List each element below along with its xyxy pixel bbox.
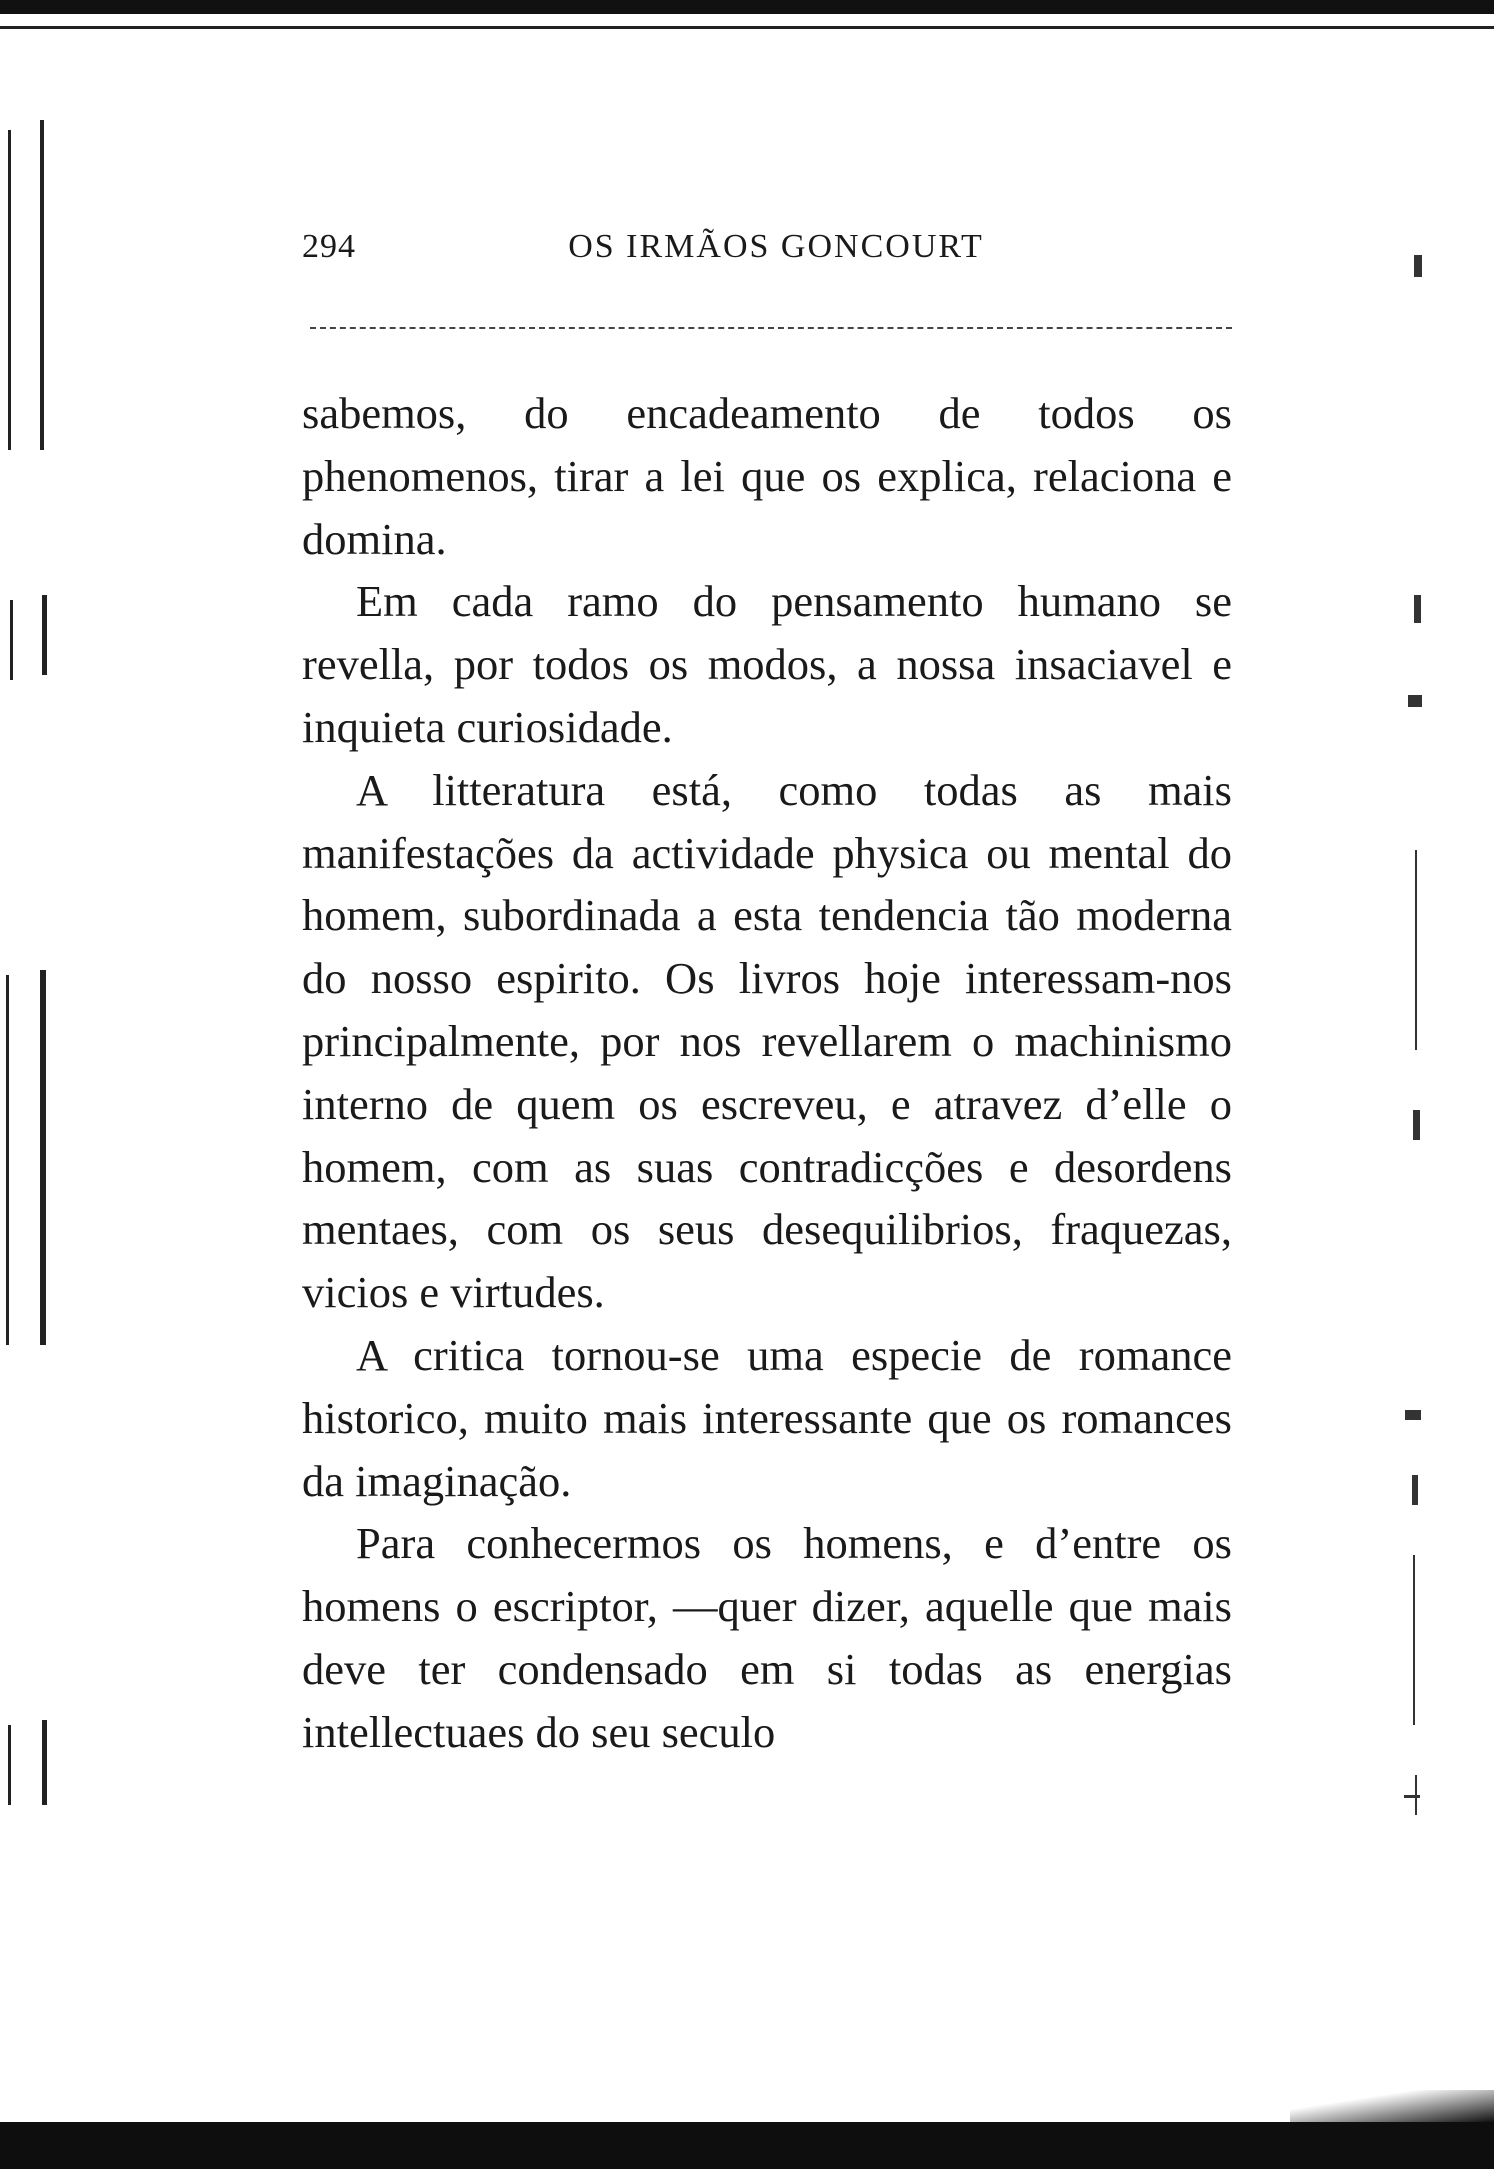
gutter-shadow-4 [42, 595, 47, 675]
body-text [302, 382, 1232, 1764]
margin-speck-7 [1404, 1795, 1420, 1798]
margin-speck-4 [1413, 1110, 1420, 1140]
page-number: 294 [302, 228, 356, 265]
gutter-shadow-2 [40, 120, 44, 450]
gutter-shadow-5 [6, 975, 9, 1345]
margin-speck-6 [1412, 1475, 1418, 1505]
margin-speck-3 [1408, 695, 1422, 707]
gutter-shadow-7 [8, 1725, 11, 1805]
page-header [302, 228, 1230, 278]
margin-speck-5 [1405, 1410, 1421, 1420]
paragraph-4: A critica tornou-se uma especie de romance historico, muito mais interessante que os romances da imaginação. [302, 1329, 1232, 1506]
header-rule [310, 327, 1232, 329]
margin-line-2 [1413, 1555, 1415, 1725]
running-title: OS IRMÃOS GONCOURT [568, 228, 984, 265]
gutter-shadow-3 [10, 600, 13, 680]
margin-speck-2 [1414, 595, 1421, 623]
scan-bottom-edge [0, 2122, 1494, 2169]
paragraph-2: Em cada ramo do pensamento humano se revella, por todos os modos, a nossa insaciavel e inquieta curiosidade. [302, 576, 1232, 752]
margin-line-1 [1415, 850, 1417, 1050]
gutter-shadow-1 [8, 130, 11, 450]
margin-speck-8 [1415, 1775, 1417, 1815]
margin-speck-1 [1414, 255, 1422, 277]
paragraph-5: Para conhecermos os homens, e d’entre os homens o escriptor, —quer dizer, aquelle que mais deve ter condensado em si todas as energias intellectuaes do seu seculo [302, 1518, 1232, 1757]
paragraph-3: A litteratura está, como todas as mais manifestações da actividade physica ou mental do homem, subordinada a esta tendencia tão moderna do nosso espirito. Os livros hoje interessam-nos principalmente, por nos revellarem o machinismo interno de quem os escreveu, e atravez d’elle o homem, com as suas contradicções e desordens mentaes, com os seus desequilibrios, fraquezas, vicios e virtudes. [302, 764, 1232, 1318]
scan-top-edge [0, 0, 1494, 14]
scan-top-rule [0, 26, 1494, 29]
gutter-shadow-8 [42, 1720, 47, 1805]
paragraph-1: sabemos, do encadeamento de todos os phenomenos, tirar a lei que os explica, relaciona e domina. [302, 388, 1232, 564]
gutter-shadow-6 [40, 970, 46, 1345]
scan-bottom-fade [1290, 2090, 1494, 2122]
